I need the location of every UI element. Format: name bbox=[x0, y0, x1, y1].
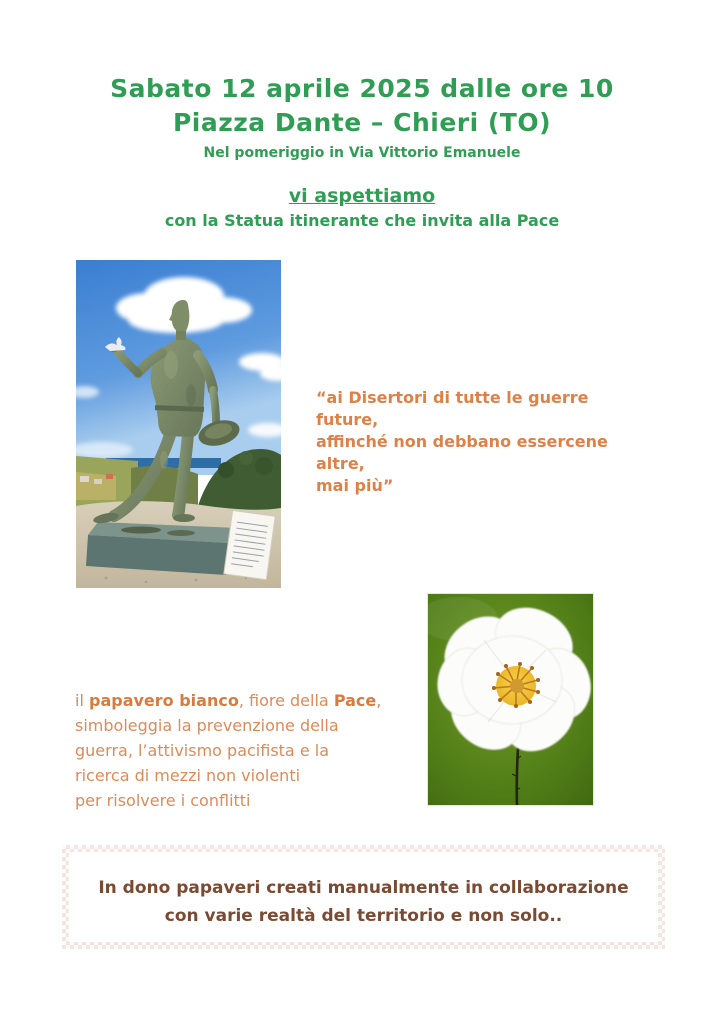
poppy-seg-1: il bbox=[75, 691, 89, 710]
poppy-line-2: simboleggia la prevenzione della bbox=[75, 716, 339, 735]
plaque bbox=[224, 510, 275, 579]
statue-base bbox=[86, 522, 238, 575]
invite-heading: vi aspettiamo bbox=[288, 185, 436, 207]
event-date-title: Sabato 12 aprile 2025 dalle ore 10 bbox=[110, 74, 614, 103]
poppy-line-4: ricerca di mezzi non violenti bbox=[75, 766, 301, 785]
quote-line-2: affinché non debbano essercene altre, bbox=[316, 432, 608, 473]
quote-line-3: mai più” bbox=[316, 476, 394, 495]
footer-line-1: In dono papaveri creati manualmente in collaborazione bbox=[98, 878, 629, 898]
poppy-seg-bold-2: Pace bbox=[333, 691, 377, 710]
footer-box-inner bbox=[69, 852, 658, 942]
poppy-line-5: per risolvere i conflitti bbox=[75, 791, 251, 810]
footer-box bbox=[62, 845, 665, 949]
statue-photo bbox=[76, 260, 281, 588]
poppy-line-3: guerra, l’attivismo pacifista e la bbox=[75, 741, 329, 760]
poppy-photo bbox=[427, 593, 594, 806]
header bbox=[0, 72, 724, 230]
poppy-seg-2: , fiore della bbox=[238, 691, 334, 710]
event-place-title: Piazza Dante – Chieri (TO) bbox=[172, 108, 552, 137]
poppy-paragraph bbox=[75, 688, 405, 813]
event-afternoon-subtitle: Nel pomeriggio in Via Vittorio Emanuele bbox=[203, 145, 521, 161]
quote-line-1: “ai Disertori di tutte le guerre future, bbox=[316, 388, 589, 429]
invite-text: con la Statua itinerante che invita alla Pace bbox=[164, 211, 560, 230]
poppy-line-1 bbox=[75, 688, 405, 713]
statue-quote bbox=[316, 387, 646, 497]
poppy-seg-3: , bbox=[376, 691, 382, 710]
poppy-seg-bold-1: papavero bianco bbox=[88, 691, 239, 710]
footer-line-2: con varie realtà del territorio e non solo.. bbox=[164, 906, 563, 926]
